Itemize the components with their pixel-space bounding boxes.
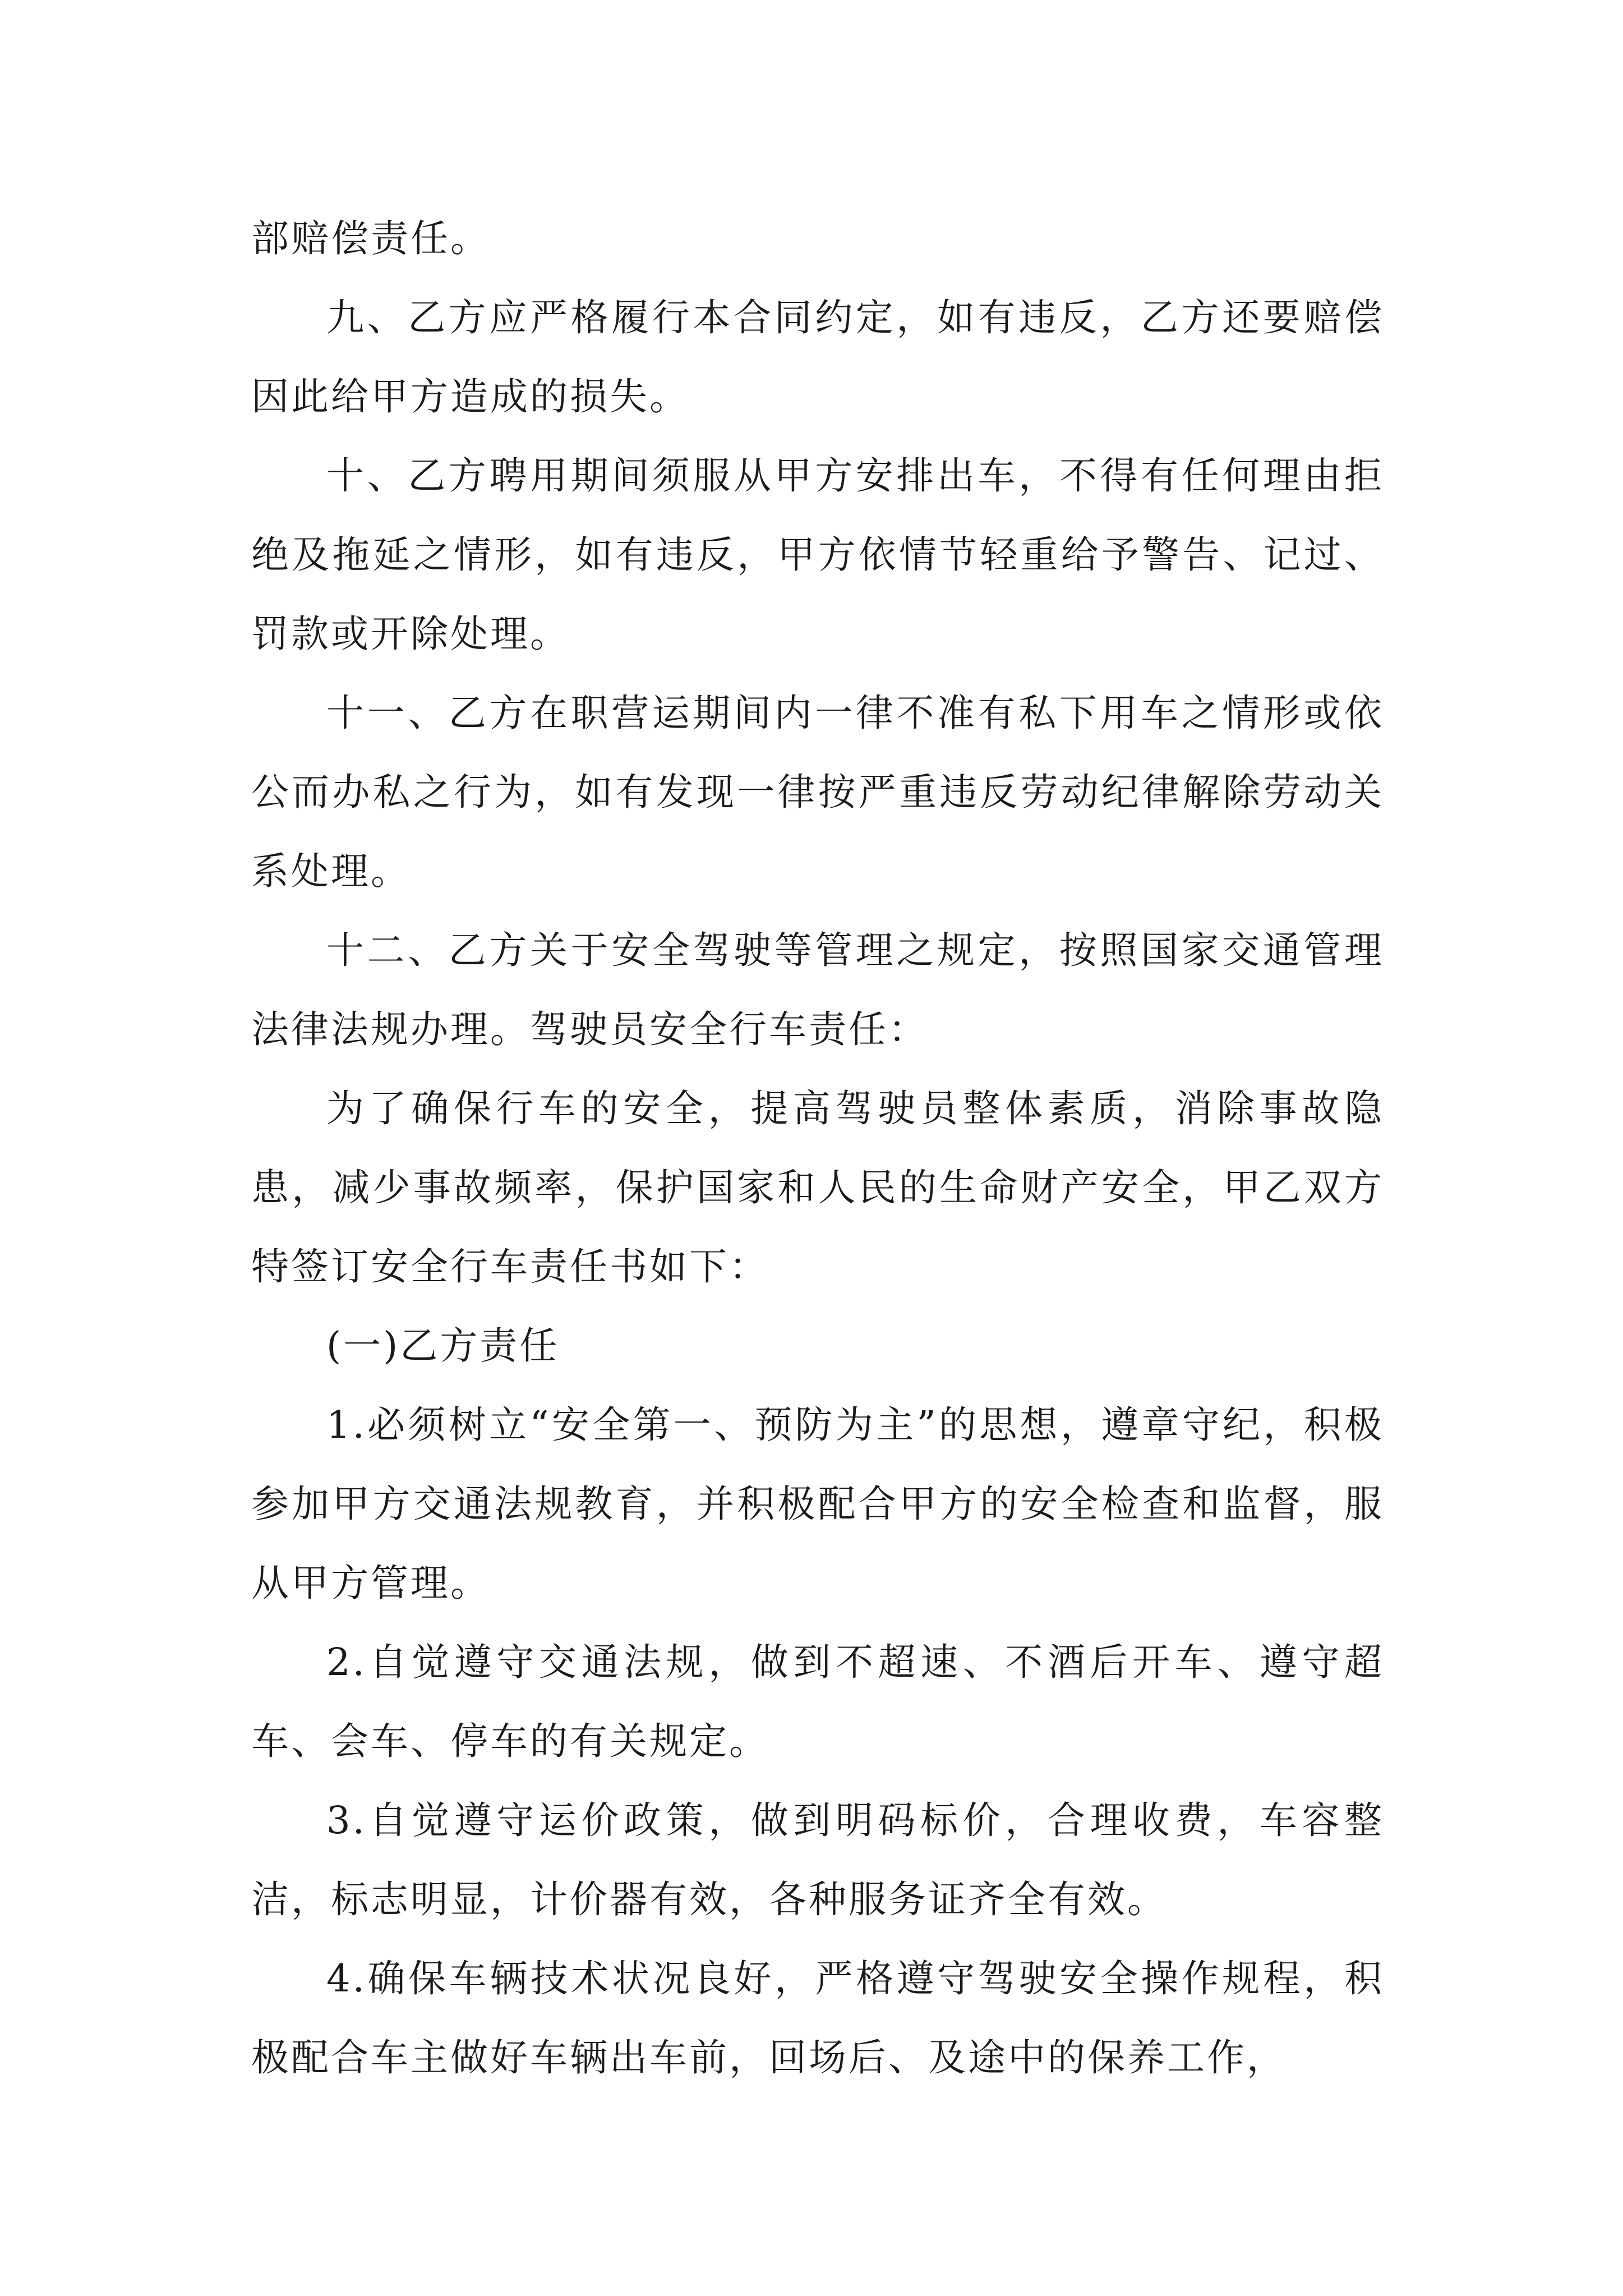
paragraph-clause-12: 十二、乙方关于安全驾驶等管理之规定，按照国家交通管理法律法规办理。驾驶员安全行车责任：	[251, 928, 1384, 1051]
document-body	[251, 199, 1384, 2097]
paragraph-safety-intro: 为了确保行车的安全，提高驾驶员整体素质，消除事故隐患，减少事故频率，保护国家和人民的生命财产安全，甲乙双方特签订安全行车责任书如下：	[251, 1087, 1384, 1289]
paragraph-clause-11: 十一、乙方在职营运期间内一律不准有私下用车之情形或依公而办私之行为，如有发现一律按严重违反劳动纪律解除劳动关系处理。	[251, 691, 1384, 893]
paragraph-duty-1: 1.必须树立“安全第一、预防为主”的思想，遵章守纪，积极参加甲方交通法规教育，并积极配合甲方的安全检查和监督，服从甲方管理。	[251, 1403, 1384, 1605]
paragraph-duty-2: 2.自觉遵守交通法规，做到不超速、不酒后开车、遵守超车、会车、停车的有关规定。	[251, 1640, 1384, 1763]
paragraph-clause-10: 十、乙方聘用期间须服从甲方安排出车，不得有任何理由拒绝及拖延之情形，如有违反，甲方依情节轻重给予警告、记过、罚款或开除处理。	[251, 454, 1384, 656]
paragraph-duty-4: 4.确保车辆技术状况良好，严格遵守驾驶安全操作规程，积极配合车主做好车辆出车前，回场后、及途中的保养工作，	[251, 1957, 1384, 2079]
paragraph-continuation: 部赔偿责任。	[251, 217, 490, 260]
section-heading-party-b-duties: (一)乙方责任	[326, 1324, 560, 1368]
paragraph-clause-9: 九、乙方应严格履行本合同约定，如有违反，乙方还要赔偿因此给甲方造成的损失。	[251, 296, 1384, 418]
paragraph-duty-3: 3.自觉遵守运价政策，做到明码标价，合理收费，车容整洁，标志明显，计价器有效，各种服务证齐全有效。	[251, 1798, 1384, 1921]
